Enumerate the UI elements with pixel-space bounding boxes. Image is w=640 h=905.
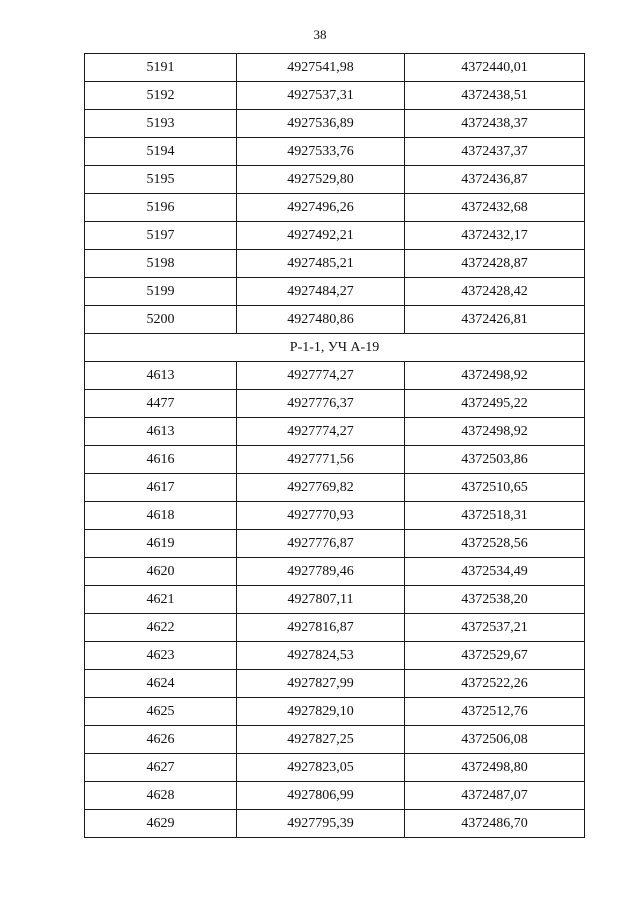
x-coordinate-cell: 4927533,76 (237, 138, 405, 166)
x-coordinate-cell: 4927806,99 (237, 782, 405, 810)
table-row (85, 502, 585, 530)
table-row (85, 250, 585, 278)
y-coordinate-cell: 4372438,37 (405, 110, 585, 138)
point-number-cell: 4622 (85, 614, 237, 642)
y-coordinate-cell: 4372428,42 (405, 278, 585, 306)
y-coordinate-cell: 4372440,01 (405, 54, 585, 82)
y-coordinate-cell: 4372512,76 (405, 698, 585, 726)
x-coordinate-cell: 4927774,27 (237, 418, 405, 446)
point-number-cell: 5195 (85, 166, 237, 194)
point-number-cell: 4628 (85, 782, 237, 810)
point-number-cell: 4619 (85, 530, 237, 558)
table-row (85, 474, 585, 502)
x-coordinate-cell: 4927776,87 (237, 530, 405, 558)
point-number-cell: 4620 (85, 558, 237, 586)
y-coordinate-cell: 4372529,67 (405, 642, 585, 670)
y-coordinate-cell: 4372503,86 (405, 446, 585, 474)
point-number-cell: 5192 (85, 82, 237, 110)
x-coordinate-cell: 4927496,26 (237, 194, 405, 222)
y-coordinate-cell: 4372426,81 (405, 306, 585, 334)
x-coordinate-cell: 4927770,93 (237, 502, 405, 530)
y-coordinate-cell: 4372518,31 (405, 502, 585, 530)
table-row (85, 110, 585, 138)
section-title: Р-1-1, УЧ А-19 (85, 334, 585, 362)
table-row (85, 642, 585, 670)
y-coordinate-cell: 4372432,17 (405, 222, 585, 250)
y-coordinate-cell: 4372438,51 (405, 82, 585, 110)
y-coordinate-cell: 4372436,87 (405, 166, 585, 194)
point-number-cell: 4629 (85, 810, 237, 838)
table-row (85, 614, 585, 642)
y-coordinate-cell: 4372498,92 (405, 418, 585, 446)
table-row (85, 194, 585, 222)
y-coordinate-cell: 4372437,37 (405, 138, 585, 166)
x-coordinate-cell: 4927769,82 (237, 474, 405, 502)
table-row (85, 306, 585, 334)
x-coordinate-cell: 4927776,37 (237, 390, 405, 418)
point-number-cell: 5194 (85, 138, 237, 166)
section-row (85, 334, 585, 362)
x-coordinate-cell: 4927492,21 (237, 222, 405, 250)
point-number-cell: 5191 (85, 54, 237, 82)
x-coordinate-cell: 4927807,11 (237, 586, 405, 614)
x-coordinate-cell: 4927537,31 (237, 82, 405, 110)
table-row (85, 166, 585, 194)
x-coordinate-cell: 4927529,80 (237, 166, 405, 194)
table-row (85, 586, 585, 614)
x-coordinate-cell: 4927824,53 (237, 642, 405, 670)
point-number-cell: 5196 (85, 194, 237, 222)
table-row (85, 138, 585, 166)
y-coordinate-cell: 4372428,87 (405, 250, 585, 278)
point-number-cell: 4617 (85, 474, 237, 502)
table-row (85, 698, 585, 726)
coordinates-table-body (85, 54, 585, 838)
x-coordinate-cell: 4927485,21 (237, 250, 405, 278)
point-number-cell: 5198 (85, 250, 237, 278)
table-row (85, 222, 585, 250)
point-number-cell: 5199 (85, 278, 237, 306)
table-row (85, 558, 585, 586)
x-coordinate-cell: 4927795,39 (237, 810, 405, 838)
point-number-cell: 4477 (85, 390, 237, 418)
point-number-cell: 4618 (85, 502, 237, 530)
table-row (85, 418, 585, 446)
y-coordinate-cell: 4372537,21 (405, 614, 585, 642)
point-number-cell: 4625 (85, 698, 237, 726)
point-number-cell: 4613 (85, 418, 237, 446)
y-coordinate-cell: 4372510,65 (405, 474, 585, 502)
x-coordinate-cell: 4927827,25 (237, 726, 405, 754)
point-number-cell: 4613 (85, 362, 237, 390)
y-coordinate-cell: 4372498,80 (405, 754, 585, 782)
y-coordinate-cell: 4372534,49 (405, 558, 585, 586)
y-coordinate-cell: 4372495,22 (405, 390, 585, 418)
y-coordinate-cell: 4372432,68 (405, 194, 585, 222)
x-coordinate-cell: 4927816,87 (237, 614, 405, 642)
x-coordinate-cell: 4927536,89 (237, 110, 405, 138)
x-coordinate-cell: 4927541,98 (237, 54, 405, 82)
point-number-cell: 4624 (85, 670, 237, 698)
y-coordinate-cell: 4372506,08 (405, 726, 585, 754)
point-number-cell: 4626 (85, 726, 237, 754)
x-coordinate-cell: 4927827,99 (237, 670, 405, 698)
table-row (85, 446, 585, 474)
x-coordinate-cell: 4927771,56 (237, 446, 405, 474)
x-coordinate-cell: 4927484,27 (237, 278, 405, 306)
table-row (85, 670, 585, 698)
y-coordinate-cell: 4372487,07 (405, 782, 585, 810)
x-coordinate-cell: 4927789,46 (237, 558, 405, 586)
y-coordinate-cell: 4372538,20 (405, 586, 585, 614)
point-number-cell: 5197 (85, 222, 237, 250)
table-row (85, 390, 585, 418)
x-coordinate-cell: 4927829,10 (237, 698, 405, 726)
x-coordinate-cell: 4927774,27 (237, 362, 405, 390)
table-row (85, 54, 585, 82)
table-row (85, 82, 585, 110)
point-number-cell: 4627 (85, 754, 237, 782)
y-coordinate-cell: 4372522,26 (405, 670, 585, 698)
y-coordinate-cell: 4372498,92 (405, 362, 585, 390)
table-row (85, 362, 585, 390)
table-row (85, 782, 585, 810)
y-coordinate-cell: 4372486,70 (405, 810, 585, 838)
point-number-cell: 4616 (85, 446, 237, 474)
point-number-cell: 4623 (85, 642, 237, 670)
table-row (85, 754, 585, 782)
point-number-cell: 5200 (85, 306, 237, 334)
table-row (85, 726, 585, 754)
point-number-cell: 5193 (85, 110, 237, 138)
x-coordinate-cell: 4927480,86 (237, 306, 405, 334)
table-row (85, 810, 585, 838)
table-row (85, 530, 585, 558)
table-row (85, 278, 585, 306)
point-number-cell: 4621 (85, 586, 237, 614)
x-coordinate-cell: 4927823,05 (237, 754, 405, 782)
coordinates-table (84, 53, 585, 838)
y-coordinate-cell: 4372528,56 (405, 530, 585, 558)
page-number: 38 (313, 27, 327, 42)
